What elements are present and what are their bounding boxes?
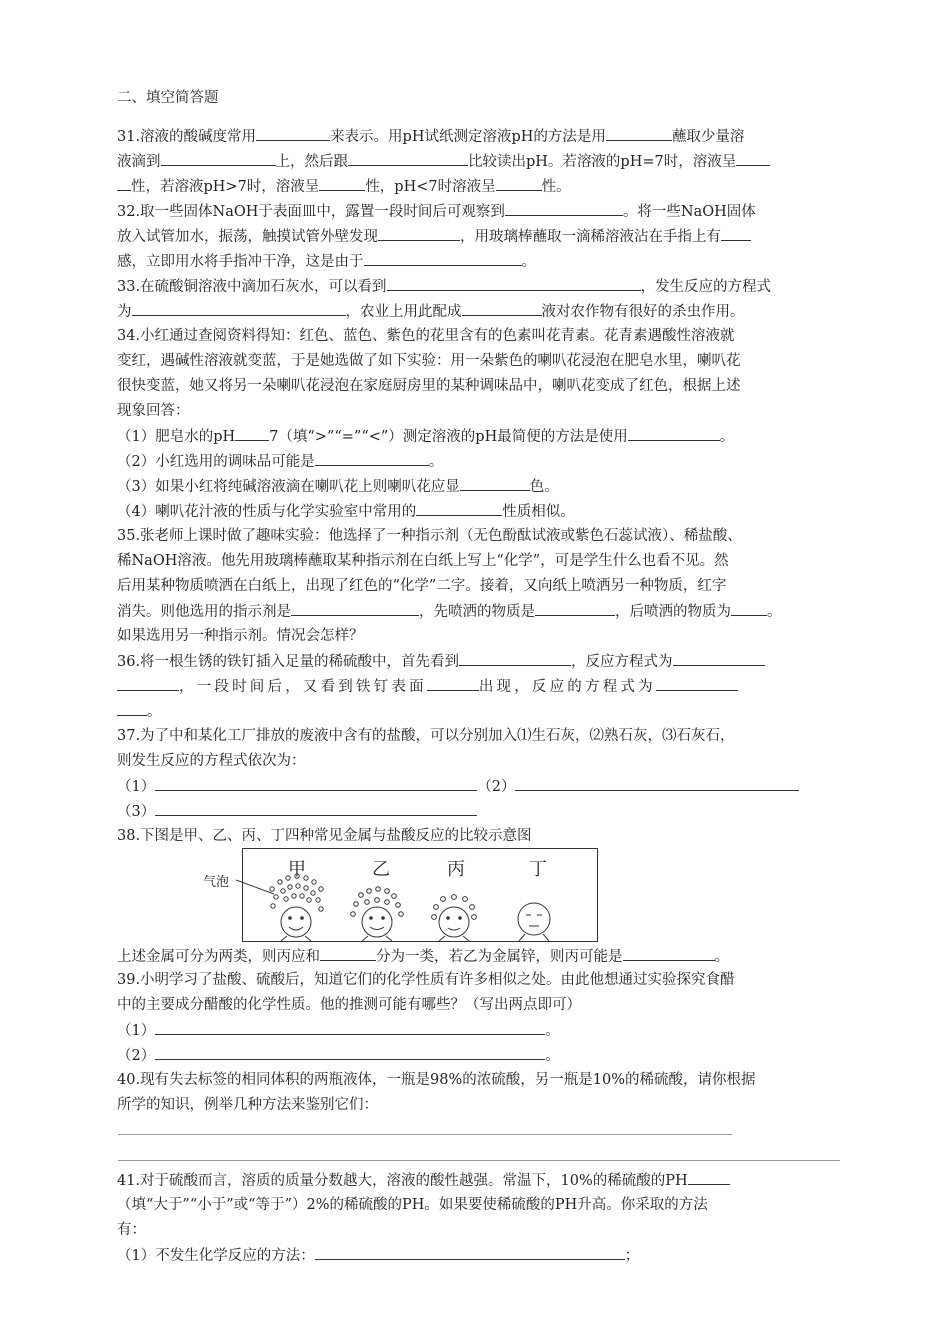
question-31-line-1 (117, 126, 744, 147)
text: （2） (477, 779, 516, 795)
text: 。 (428, 454, 444, 470)
answer-blank[interactable] (515, 776, 799, 791)
text: 31.溶液的酸碱度常用 (117, 129, 257, 145)
answer-blank[interactable] (155, 1045, 545, 1060)
text: 分为一类，若乙为金属锌，则丙可能是 (376, 949, 623, 965)
question-37-line-2: 则发生反应的方程式依次为： (117, 753, 306, 769)
text: 。 (714, 949, 729, 965)
text: 上述金属可分为两类，则丙应和 (117, 949, 320, 965)
text: （1） (117, 1023, 156, 1039)
question-38-line-2 (117, 946, 729, 967)
text: 。 (767, 604, 782, 620)
metal-ding-face (518, 903, 550, 941)
text: 。 (521, 254, 536, 270)
text: 。 (719, 429, 735, 445)
text: 性质相似。 (502, 504, 575, 520)
text: ，农业上用此配成 (345, 304, 462, 320)
question-37-sub-3 (117, 801, 477, 822)
answer-blank[interactable] (535, 601, 615, 616)
question-34-line-3: 很快变蓝，她又将另一朵喇叭花浸泡在家庭厨房里的某种调味品中，喇叭花变成了红色，根据上述 (117, 378, 741, 394)
question-34-sub-3 (117, 476, 559, 497)
question-34-line-2: 变红，遇碱性溶液就变蓝，于是她选做了如下实验：用一朵紫色的喇叭花浸泡在肥皂水里，喇叭花 (117, 353, 741, 369)
question-32-line-3 (117, 251, 536, 272)
question-34-line-4: 现象回答： (117, 403, 190, 419)
answer-blank[interactable] (155, 776, 477, 791)
answer-blank[interactable] (315, 451, 429, 466)
metal-bing-face (432, 895, 477, 941)
answer-blank[interactable] (155, 1020, 545, 1035)
answer-blank[interactable] (623, 946, 715, 961)
text: （4）喇叭花汁液的性质与化学实验室中常用的 (117, 504, 417, 520)
text: 来表示。用pH试纸测定溶液pH的方法是用 (330, 129, 606, 145)
question-36-line-2 (117, 676, 837, 697)
question-36-line-3 (117, 701, 162, 722)
question-41-sub-1 (117, 1245, 639, 1266)
answer-blank[interactable] (378, 226, 460, 241)
text: 33.在硫酸铜溶液中滴加石灰水，可以看到 (117, 279, 387, 295)
question-41-line-1 (117, 1170, 730, 1191)
text: 36.将一根生锈的铁钉插入足量的稀硫酸中，首先看到 (117, 654, 460, 670)
question-31-line-3 (117, 176, 571, 197)
answer-blank[interactable] (656, 676, 738, 691)
answer-blank[interactable] (291, 601, 419, 616)
text: 性，pH<7时溶液呈 (365, 179, 496, 195)
answer-blank[interactable] (155, 801, 477, 816)
answer-blank[interactable] (731, 601, 767, 616)
answer-blank[interactable] (117, 701, 147, 716)
text: （2） (117, 1048, 156, 1064)
text: （3）如果小红将纯碱溶液滴在喇叭花上则喇叭花应显 (117, 479, 460, 495)
answer-blank[interactable] (117, 176, 131, 191)
question-41-line-3: 有： (117, 1222, 146, 1238)
text: ，先喷洒的物质是 (419, 604, 535, 620)
text: ，一段时间后，又看到铁钉表面 (179, 679, 427, 695)
question-35-line-1: 35.张老师上课时做了趣味实验：他选择了一种指示剂（无色酚酞试液或紫色石蕊试液）、稀盐酸、 (117, 528, 742, 544)
text: ，发生反应的方程式 (640, 279, 772, 295)
text: 性，若溶液pH>7时，溶液呈 (131, 179, 320, 195)
text: 32.取一些固体NaOH于表面皿中，露置一段时间后可观察到 (117, 204, 505, 220)
bubble-label: 气泡 (203, 875, 230, 890)
text: 。 (147, 704, 162, 720)
text: 。 (545, 1023, 560, 1039)
text: （2）小红选用的调味品可能是 (117, 454, 315, 470)
text: （1） (117, 779, 156, 795)
answer-blank[interactable] (628, 426, 720, 441)
text: 。 (545, 1048, 560, 1064)
question-34-sub-2 (117, 451, 443, 472)
answer-blank[interactable] (235, 426, 269, 441)
text: 消失。则他选用的指示剂是 (117, 604, 291, 620)
answer-blank[interactable] (688, 1170, 730, 1185)
question-37-line-1: 37.为了中和某化工厂排放的废液中含有的盐酸，可以分别加入⑴生石灰，⑵熟石灰，⑶石灰石， (117, 728, 735, 744)
metal-label-yi: 乙 (372, 859, 390, 880)
text: 7（填“>”“=”“<”）测定溶液的pH最简便的方法是使用 (269, 429, 628, 445)
question-33-line-1 (117, 276, 771, 297)
question-38-line-1: 38.下图是甲、乙、丙、丁四种常见金属与盐酸反应的比较示意图 (117, 828, 532, 844)
answer-line[interactable] (118, 1134, 732, 1135)
text: 放入试管加水，振荡，触摸试管外壁发现 (117, 229, 378, 245)
text: （1）不发生化学反应的方法： (117, 1248, 315, 1264)
question-31-line-2 (117, 151, 770, 172)
question-41-line-2: （填“大于”“小于”或“等于”）2%的稀硫酸的PH。如果要使稀硫酸的PH升高。你采取的方法 (117, 1197, 708, 1213)
answer-blank[interactable] (416, 501, 502, 516)
question-32-line-1 (117, 201, 756, 222)
answer-blank[interactable] (387, 276, 641, 291)
text: （1）肥皂水的pH (117, 429, 236, 445)
question-35-line-4 (117, 601, 782, 622)
metal-faces-drawing (243, 849, 597, 941)
question-35-line-2: 稀NaOH溶液。他先用玻璃棒蘸取某种指示剂在白纸上写上“化学”，可是学生什么也看不见。然 (117, 553, 729, 569)
answer-blank[interactable] (736, 151, 770, 166)
metal-label-jia: 甲 (288, 859, 306, 880)
text: 。将一些NaOH固体 (622, 204, 756, 220)
text: 感，立即用水将手指冲干净，这是由于 (117, 254, 364, 270)
text: 液滴到 (117, 154, 161, 170)
text: 色。 (529, 479, 559, 495)
answer-blank[interactable] (460, 476, 530, 491)
text: ，用玻璃棒蘸取一滴稀溶液沾在手指上有 (460, 229, 721, 245)
answer-blank[interactable] (462, 301, 542, 316)
metal-label-ding: 丁 (529, 859, 547, 880)
question-36-line-1 (117, 651, 765, 672)
question-40-line-2: 所学的知识，例举几种方法来鉴别它们： (117, 1097, 378, 1113)
answer-blank[interactable] (673, 651, 765, 666)
question-33-line-2 (117, 301, 745, 322)
question-39-line-1: 39.小明学习了盐酸、硫酸后，知道它们的化学性质有许多相似之处。由此他想通过实验探究食醋 (117, 972, 735, 988)
answer-line[interactable] (118, 1160, 840, 1161)
question-34-sub-1 (117, 426, 734, 447)
answer-blank[interactable] (505, 201, 623, 216)
answer-blank[interactable] (320, 946, 376, 961)
text: 出现，反应的方程式为 (478, 679, 656, 695)
answer-blank[interactable] (721, 226, 751, 241)
answer-blank[interactable] (319, 176, 365, 191)
bubble-pointer-line (236, 872, 296, 902)
text: 上，然后跟 (275, 154, 348, 170)
question-37-sub-1-2 (117, 776, 799, 797)
metal-yi-face (351, 887, 404, 941)
text: 比较读出pH。若溶液的pH=7时，溶液呈 (468, 154, 737, 170)
answer-blank[interactable] (496, 176, 542, 191)
answer-blank[interactable] (606, 126, 672, 141)
text: 液对农作物有很好的杀虫作用。 (541, 304, 745, 320)
answer-blank[interactable] (315, 1245, 625, 1260)
answer-blank[interactable] (132, 301, 346, 316)
bubbles-yi (351, 887, 404, 917)
text: ，反应方程式为 (571, 654, 673, 670)
question-39-sub-2 (117, 1045, 560, 1066)
text: 性。 (541, 179, 571, 195)
answer-blank[interactable] (348, 151, 468, 166)
question-34-sub-4 (117, 501, 575, 522)
question-35-line-3: 后用某种物质喷洒在白纸上，出现了红色的“化学”二字。接着，又向纸上喷洒另一种物质，红字 (117, 578, 727, 594)
answer-blank[interactable] (364, 251, 522, 266)
text: 蘸取少量溶 (671, 129, 745, 145)
section-title: 二、填空简答题 (117, 90, 219, 106)
text: 为 (117, 304, 132, 320)
question-34-line-1: 34.小红通过查阅资料得知：红色、蓝色、紫色的花里含有的色素叫花青素。花青素遇酸性溶液就 (117, 328, 735, 344)
question-35-line-5: 如果选用另一种指示剂。情况会怎样？ (117, 628, 364, 644)
text: ，后喷洒的物质为 (615, 604, 731, 620)
text: （3） (117, 804, 156, 820)
answer-blank[interactable] (161, 151, 276, 166)
metal-label-bing: 丙 (447, 859, 465, 880)
question-40-line-1: 40.现有失去标签的相同体积的两瓶液体，一瓶是98%的浓硫酸，另一瓶是10%的稀硫酸，请你根据 (117, 1072, 756, 1088)
question-39-line-2: 中的主要成分醋酸的化学性质。他的推测可能有哪些？（写出两点即可） (117, 997, 581, 1013)
answer-blank[interactable] (117, 676, 179, 691)
answer-blank[interactable] (459, 651, 571, 666)
answer-blank[interactable] (427, 676, 479, 691)
text: 41.对于硫酸而言，溶质的质量分数越大，溶液的酸性越强。常温下，10%的稀硫酸的PH (117, 1173, 688, 1189)
text: ； (624, 1248, 640, 1264)
answer-blank[interactable] (256, 126, 330, 141)
question-39-sub-1 (117, 1020, 560, 1041)
question-32-line-2 (117, 226, 751, 247)
